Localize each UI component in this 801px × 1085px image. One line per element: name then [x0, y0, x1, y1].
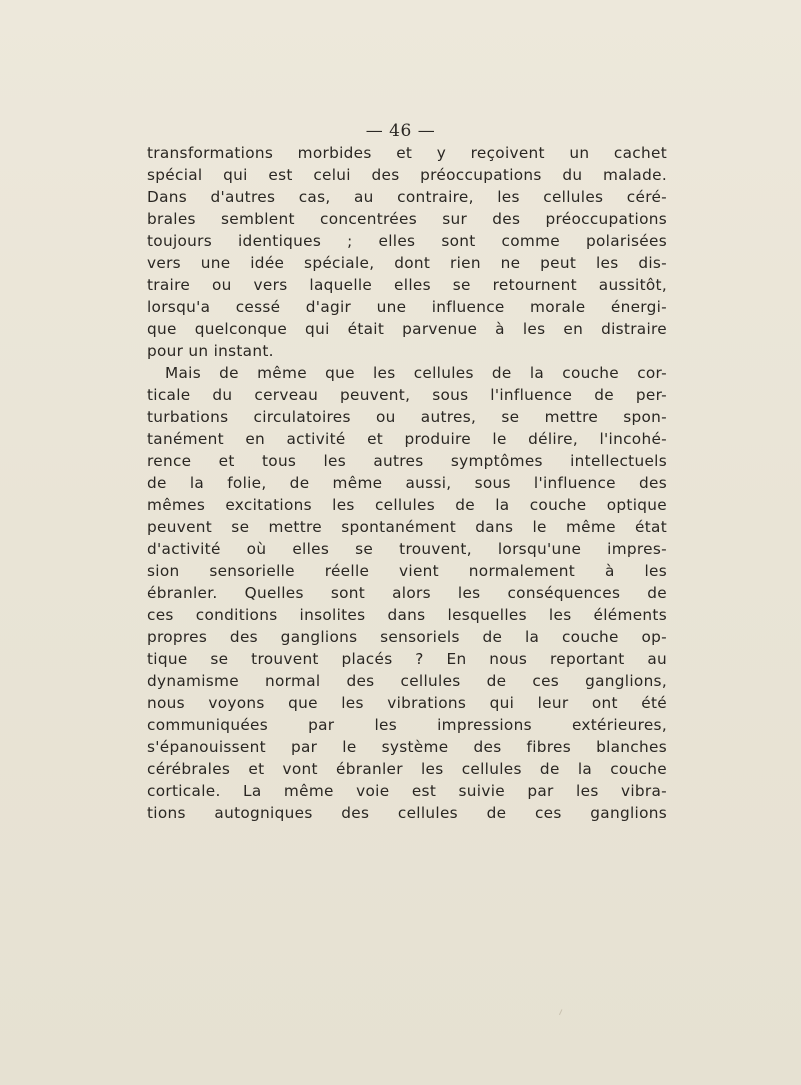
text-line: vers une idée spéciale, dont rien ne peut les dis- — [147, 254, 667, 272]
body-text — [147, 142, 667, 824]
text-line: ébranler. Quelles sont alors les conséquences de — [147, 584, 667, 602]
text-line: nous voyons que les vibrations qui leur ont été — [147, 694, 667, 712]
text-line: turbations circulatoires ou autres, se mettre spon- — [147, 408, 667, 426]
text-line: s'épanouissent par le système des fibres blanches — [147, 738, 667, 756]
text-line: dynamisme normal des cellules de ces ganglions, — [147, 672, 667, 690]
paragraph-start-line: Mais de même que les cellules de la couche cor- — [165, 364, 667, 382]
text-line: tique se trouvent placés ? En nous reportant au — [147, 650, 667, 668]
text-line: pour un instant. — [147, 342, 274, 360]
text-line: de la folie, de même aussi, sous l'influence des — [147, 474, 667, 492]
text-line: corticale. La même voie est suivie par les vibra- — [147, 782, 667, 800]
text-line: spécial qui est celui des préoccupations du malade. — [147, 166, 667, 184]
text-line: sion sensorielle réelle vient normalement à les — [147, 562, 667, 580]
text-line: traire ou vers laquelle elles se retournent aussitôt, — [147, 276, 667, 294]
text-line: propres des ganglions sensoriels de la couche op- — [147, 628, 667, 646]
text-line: communiquées par les impressions extérieures, — [147, 716, 667, 734]
text-line: tions autogniques des cellules de ces ganglions — [147, 804, 667, 822]
paper-blemish — [559, 1009, 566, 1017]
text-line: peuvent se mettre spontanément dans le même état — [147, 518, 667, 536]
text-line: mêmes excitations les cellules de la couche optique — [147, 496, 667, 514]
text-line: rence et tous les autres symptômes intellectuels — [147, 452, 667, 470]
page-number: — 46 — — [365, 121, 436, 141]
text-line: transformations morbides et y reçoivent un cachet — [147, 144, 667, 162]
text-line: brales semblent concentrées sur des préoccupations — [147, 210, 667, 228]
text-line: tanément en activité et produire le délire, l'incohé- — [147, 430, 667, 448]
text-line: Dans d'autres cas, au contraire, les cellules céré- — [147, 188, 667, 206]
text-line: que quelconque qui était parvenue à les en distraire — [147, 320, 667, 338]
text-line: lorsqu'a cessé d'agir une influence morale énergi- — [147, 298, 667, 316]
text-line: toujours identiques ; elles sont comme polarisées — [147, 232, 667, 250]
text-line: d'activité où elles se trouvent, lorsqu'une impres- — [147, 540, 667, 558]
text-line: ticale du cerveau peuvent, sous l'influence de per- — [147, 386, 667, 404]
text-line: ces conditions insolites dans lesquelles les éléments — [147, 606, 667, 624]
text-line: cérébrales et vont ébranler les cellules de la couche — [147, 760, 667, 778]
